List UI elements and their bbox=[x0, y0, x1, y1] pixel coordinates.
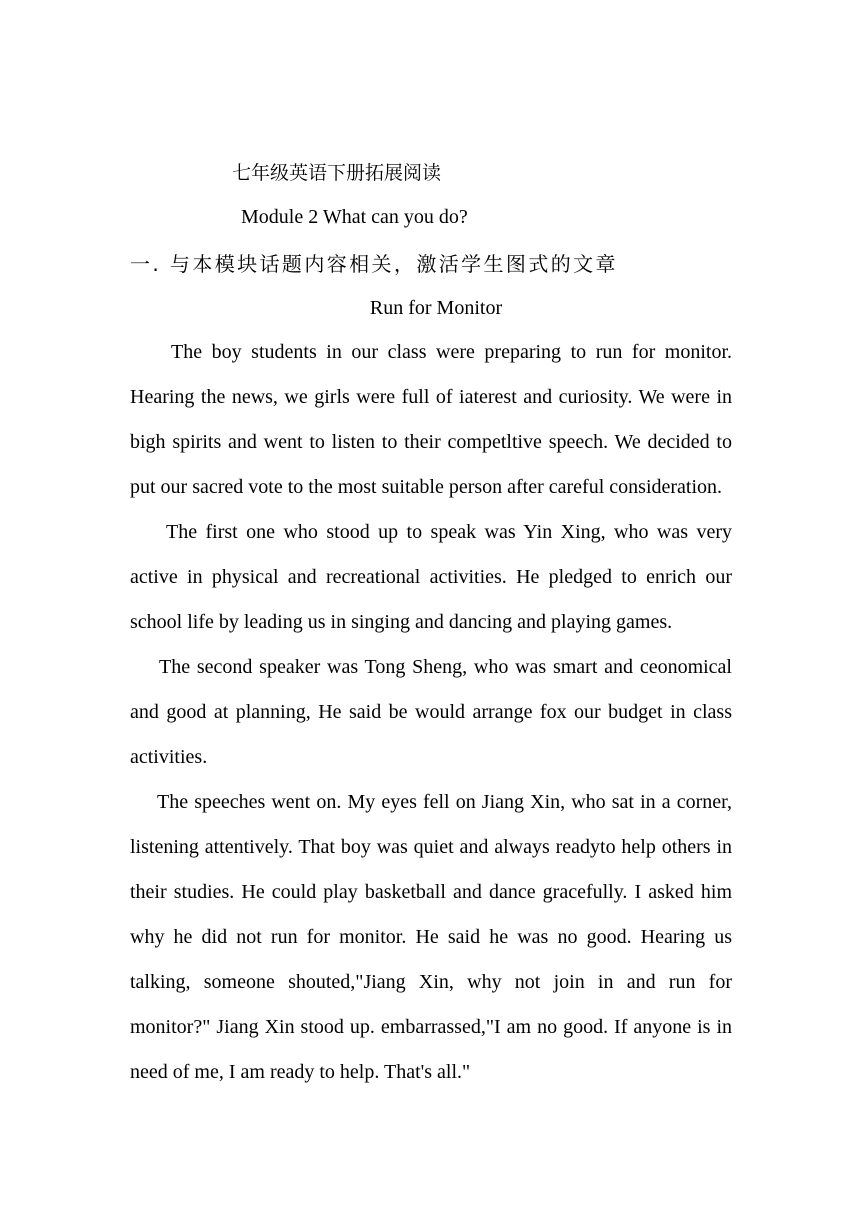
paragraph-4: The speeches went on. My eyes fell on Jiang Xin, who sat in a corner, listening attentively. That boy was quiet and always readyto help others in their studies. He could play basketball and dance gracefully. I asked him why he did not run for monitor. He said he was no good. Hearing us talking, someone shouted,"Jiang Xin, why not join in and run for monitor?" Jiang Xin stood up. embarrassed,"I am no good. If anyone is in need of me, I am ready to help. That's all." bbox=[130, 791, 732, 1083]
section-heading: 一. 与本模块话题内容相关，激活学生图式的文章 bbox=[130, 252, 618, 276]
article-body bbox=[130, 330, 732, 1095]
paragraph-2: The first one who stood up to speak was Yin Xing, who was very active in physical and recreational activities. He pledged to enrich our school life by leading us in singing and dancing and playing games. bbox=[130, 521, 732, 633]
paragraph-3: The second speaker was Tong Sheng, who was smart and ceonomical and good at planning, He said be would arrange fox our budget in class activities. bbox=[130, 656, 732, 768]
module-heading: Module 2 What can you do? bbox=[241, 206, 468, 228]
paragraph-1: The boy students in our class were preparing to run for monitor. Hearing the news, we girls were full of iaterest and curiosity. We were in bigh spirits and went to listen to their competltive speech. We decided to put our sacred vote to the most suitable person after careful consideration. bbox=[130, 341, 732, 498]
document-title: 七年级英语下册拓展阅读 bbox=[232, 162, 442, 184]
article-title: Run for Monitor bbox=[369, 297, 503, 319]
